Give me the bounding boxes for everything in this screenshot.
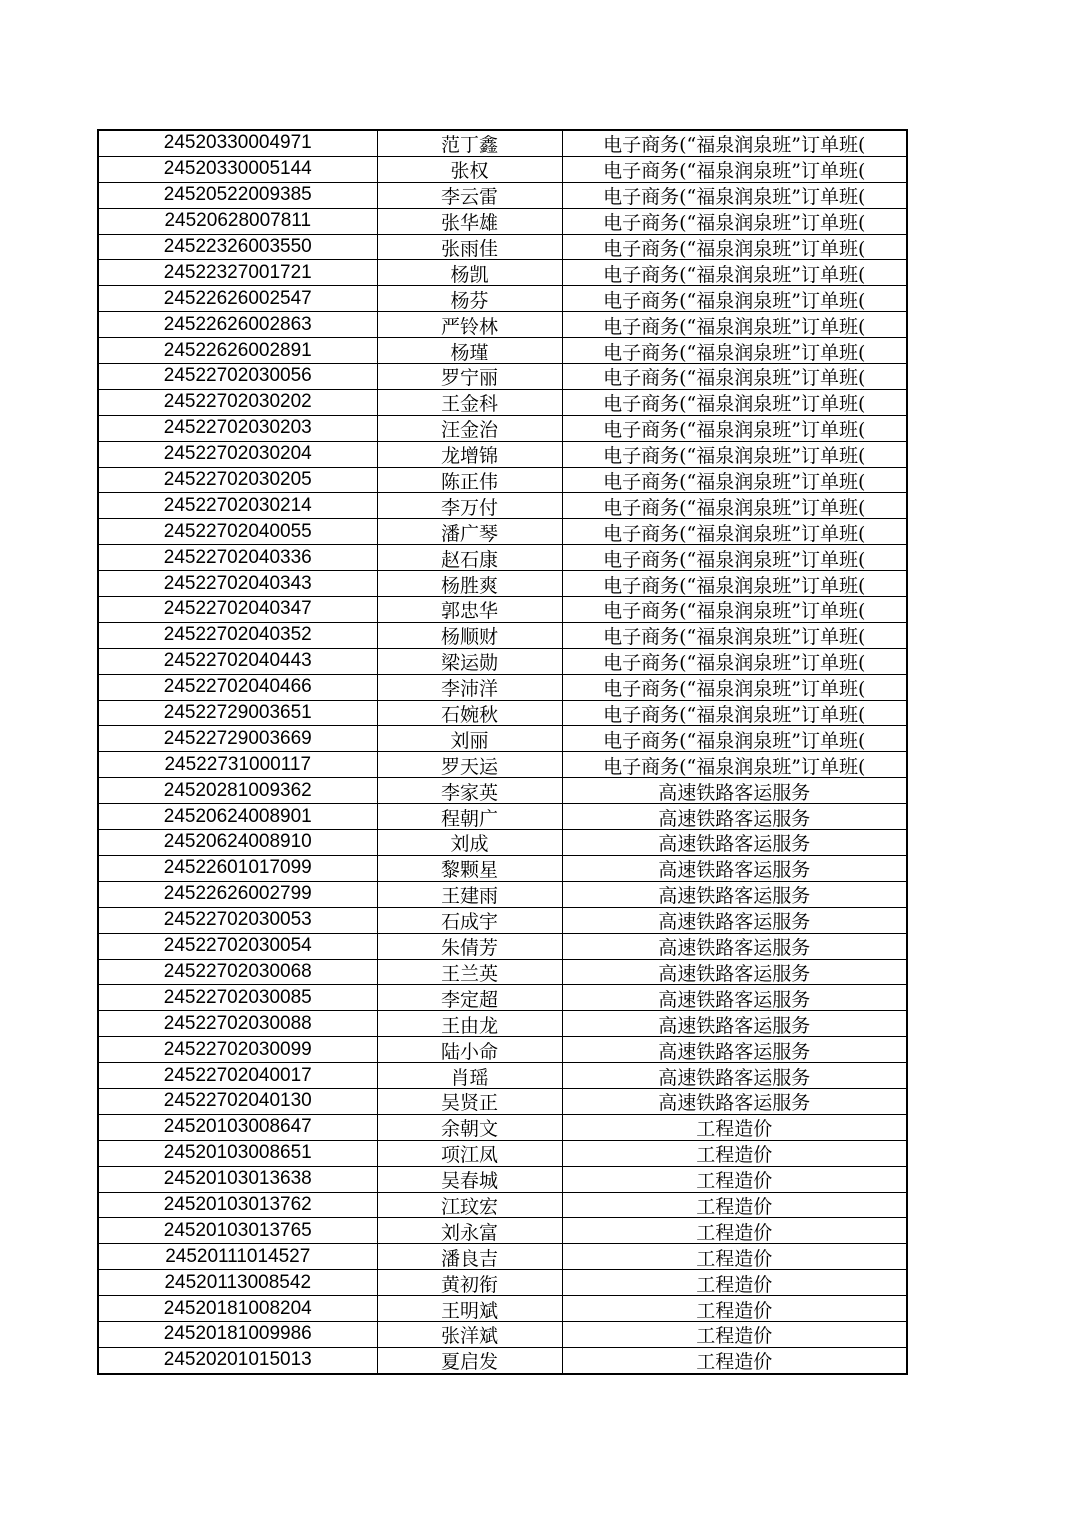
table-row: [98, 726, 907, 752]
major-cell: [562, 855, 907, 881]
registration-number-cell: 24520103008651: [98, 1140, 377, 1166]
major-cell: [562, 493, 907, 519]
table-row: [98, 130, 907, 156]
student-name-cell: [377, 156, 562, 182]
registration-number-cell: 24520103013762: [98, 1192, 377, 1218]
student-name-text: 赵石康: [440, 548, 498, 571]
table-row: [98, 441, 907, 467]
student-name-text: 李沛洋: [440, 678, 498, 701]
student-name-text: 程朝广: [440, 807, 498, 830]
registration-number-cell: 24520113008542: [98, 1270, 377, 1296]
major-cell: [562, 130, 907, 156]
major-text: 工程造价: [696, 1325, 773, 1348]
table-row: [98, 674, 907, 700]
registration-number-cell: 24520624008910: [98, 830, 377, 856]
major-text: 电子商务(“福泉润泉班”订单班(: [603, 574, 866, 597]
student-name-text: 王明斌: [440, 1299, 498, 1322]
major-cell: [562, 260, 907, 286]
student-name-text: 张雨佳: [440, 238, 498, 260]
table-row: [98, 338, 907, 364]
table-row: [98, 648, 907, 674]
major-text: 高速铁路客运服务: [658, 1040, 811, 1063]
major-text: 高速铁路客运服务: [658, 1066, 811, 1089]
major-cell: [562, 726, 907, 752]
table-row: [98, 700, 907, 726]
student-name-cell: [377, 519, 562, 545]
student-name-text: 石婉秋: [440, 704, 498, 726]
major-text: 高速铁路客运服务: [658, 1014, 811, 1037]
student-name-text: 梁运勋: [440, 652, 498, 675]
registration-number-cell: 24522702030068: [98, 959, 377, 985]
table-row: [98, 804, 907, 830]
major-text: 工程造价: [696, 1118, 773, 1141]
student-name-text: 罗宁丽: [440, 367, 498, 390]
registration-number-cell: 24522326003550: [98, 234, 377, 260]
table-row: [98, 519, 907, 545]
student-name-cell: [377, 389, 562, 415]
major-cell: [562, 441, 907, 467]
table-row: [98, 571, 907, 597]
major-cell: [562, 830, 907, 856]
major-text: 工程造价: [696, 1299, 773, 1322]
registration-number-cell: 24520330005144: [98, 156, 377, 182]
major-cell: [562, 933, 907, 959]
student-name-text: 石成宇: [440, 911, 498, 934]
registration-number-cell: 24522729003651: [98, 700, 377, 726]
registration-number-cell: 24522626002547: [98, 286, 377, 312]
major-cell: [562, 312, 907, 338]
registration-number-cell: 24520624008901: [98, 804, 377, 830]
major-cell: [562, 389, 907, 415]
major-cell: [562, 752, 907, 778]
student-name-text: 罗天运: [440, 755, 498, 778]
major-cell: [562, 1140, 907, 1166]
student-name-cell: [377, 1270, 562, 1296]
major-cell: [562, 519, 907, 545]
student-name-text: 王兰英: [440, 962, 498, 985]
student-name-cell: [377, 338, 562, 364]
student-name-text: 张洋斌: [440, 1325, 498, 1348]
major-cell: [562, 700, 907, 726]
student-name-text: 李万付: [440, 496, 498, 519]
student-name-text: 李云雷: [440, 186, 498, 209]
major-text: 工程造价: [696, 1247, 773, 1270]
major-cell: [562, 881, 907, 907]
table-row: [98, 1140, 907, 1166]
registration-number-cell: 24522702040343: [98, 571, 377, 597]
major-text: 高速铁路客运服务: [658, 859, 811, 882]
table-row: [98, 493, 907, 519]
student-name-cell: [377, 881, 562, 907]
student-name-cell: [377, 467, 562, 493]
table-row: [98, 907, 907, 933]
table-row: [98, 545, 907, 571]
registration-number-cell: 24520522009385: [98, 182, 377, 208]
table-row: [98, 985, 907, 1011]
student-name-cell: [377, 778, 562, 804]
student-name-text: 夏启发: [440, 1351, 498, 1374]
student-name-text: 潘广琴: [440, 522, 498, 545]
student-name-cell: [377, 855, 562, 881]
student-name-cell: [377, 415, 562, 441]
registration-number-cell: 24522702040336: [98, 545, 377, 571]
student-name-cell: [377, 234, 562, 260]
student-name-cell: [377, 545, 562, 571]
student-name-cell: [377, 959, 562, 985]
table-row: [98, 312, 907, 338]
student-name-cell: [377, 441, 562, 467]
major-cell: [562, 571, 907, 597]
table-row: [98, 830, 907, 856]
major-text: 电子商务(“福泉润泉班”订单班(: [603, 419, 866, 442]
student-name-text: 杨胜爽: [440, 574, 498, 597]
student-name-cell: [377, 1321, 562, 1347]
registration-number-cell: 24522702030203: [98, 415, 377, 441]
major-text: 电子商务(“福泉润泉班”订单班(: [603, 315, 866, 338]
major-text: 电子商务(“福泉润泉班”订单班(: [603, 238, 866, 260]
student-name-cell: [377, 260, 562, 286]
student-name-text: 吴春城: [440, 1170, 498, 1193]
major-text: 电子商务(“福泉润泉班”订单班(: [603, 212, 866, 235]
student-name-cell: [377, 1140, 562, 1166]
student-name-text: 王金科: [440, 393, 498, 416]
student-name-text: 刘成: [450, 833, 489, 856]
major-cell: [562, 1270, 907, 1296]
registration-number-cell: 24522702030214: [98, 493, 377, 519]
registration-number-cell: 24520103008647: [98, 1114, 377, 1140]
table-row: [98, 622, 907, 648]
registration-number-cell: 24522702030054: [98, 933, 377, 959]
table-row: [98, 959, 907, 985]
student-name-cell: [377, 1114, 562, 1140]
registration-number-cell: 24520281009362: [98, 778, 377, 804]
major-text: 电子商务(“福泉润泉班”订单班(: [603, 548, 866, 571]
major-cell: [562, 156, 907, 182]
major-cell: [562, 597, 907, 623]
registration-number-cell: 24522729003669: [98, 726, 377, 752]
student-name-text: 王建雨: [440, 885, 498, 908]
major-cell: [562, 1296, 907, 1322]
major-text: 工程造价: [696, 1170, 773, 1193]
student-name-cell: [377, 1166, 562, 1192]
table-row: [98, 1192, 907, 1218]
registration-number-cell: 24522626002863: [98, 312, 377, 338]
student-name-text: 杨凯: [450, 263, 489, 286]
student-name-text: 杨瑾: [450, 341, 489, 364]
student-name-cell: [377, 312, 562, 338]
table-row: [98, 1011, 907, 1037]
student-name-text: 朱倩芳: [440, 937, 498, 959]
major-text: 电子商务(“福泉润泉班”订单班(: [603, 678, 866, 701]
major-cell: [562, 1244, 907, 1270]
student-name-cell: [377, 1011, 562, 1037]
student-name-cell: [377, 1088, 562, 1114]
major-text: 电子商务(“福泉润泉班”订单班(: [603, 704, 866, 726]
student-name-cell: [377, 286, 562, 312]
student-name-text: 肖瑶: [450, 1066, 489, 1089]
table-row: [98, 1063, 907, 1089]
registration-number-cell: 24522702030099: [98, 1037, 377, 1063]
major-text: 电子商务(“福泉润泉班”订单班(: [603, 289, 866, 312]
registration-number-cell: 24522731000117: [98, 752, 377, 778]
major-text: 高速铁路客运服务: [658, 911, 811, 934]
student-name-text: 刘永富: [440, 1221, 498, 1244]
major-cell: [562, 208, 907, 234]
registration-number-cell: 24522626002891: [98, 338, 377, 364]
student-name-cell: [377, 907, 562, 933]
student-name-cell: [377, 752, 562, 778]
major-text: 电子商务(“福泉润泉班”订单班(: [603, 729, 866, 752]
student-name-cell: [377, 985, 562, 1011]
student-name-cell: [377, 622, 562, 648]
student-name-text: 项江凤: [440, 1144, 498, 1167]
student-name-cell: [377, 364, 562, 390]
student-name-cell: [377, 674, 562, 700]
major-cell: [562, 1114, 907, 1140]
major-text: 电子商务(“福泉润泉班”订单班(: [603, 626, 866, 649]
major-cell: [562, 1321, 907, 1347]
table-row: [98, 1166, 907, 1192]
major-cell: [562, 1088, 907, 1114]
registration-number-cell: 24520103013765: [98, 1218, 377, 1244]
registration-number-cell: 24522702030056: [98, 364, 377, 390]
student-name-cell: [377, 726, 562, 752]
student-name-cell: [377, 700, 562, 726]
major-text: 电子商务(“福泉润泉班”订单班(: [603, 755, 866, 778]
registration-number-cell: 24520181008204: [98, 1296, 377, 1322]
student-name-cell: [377, 571, 562, 597]
table-row: [98, 234, 907, 260]
major-text: 高速铁路客运服务: [658, 962, 811, 985]
table-row: [98, 752, 907, 778]
student-name-text: 陈正伟: [440, 471, 498, 493]
major-text: 工程造价: [696, 1195, 773, 1218]
major-text: 电子商务(“福泉润泉班”订单班(: [603, 445, 866, 468]
table-row: [98, 156, 907, 182]
major-text: 高速铁路客运服务: [658, 833, 811, 856]
major-cell: [562, 1218, 907, 1244]
registration-number-cell: 24522702040017: [98, 1063, 377, 1089]
major-cell: [562, 338, 907, 364]
registration-number-cell: 24522702040130: [98, 1088, 377, 1114]
table-row: [98, 597, 907, 623]
major-text: 电子商务(“福泉润泉班”订单班(: [603, 160, 866, 183]
registration-number-cell: 24522702030205: [98, 467, 377, 493]
table-row: [98, 389, 907, 415]
major-text: 电子商务(“福泉润泉班”订单班(: [603, 367, 866, 390]
major-cell: [562, 778, 907, 804]
registration-number-cell: 24522702040443: [98, 648, 377, 674]
student-name-cell: [377, 208, 562, 234]
major-text: 电子商务(“福泉润泉班”订单班(: [603, 522, 866, 545]
major-text: 电子商务(“福泉润泉班”订单班(: [603, 600, 866, 623]
registration-number-cell: 24522702030088: [98, 1011, 377, 1037]
table-row: [98, 1037, 907, 1063]
table-row: [98, 286, 907, 312]
major-cell: [562, 1011, 907, 1037]
major-cell: [562, 907, 907, 933]
major-text: 工程造价: [696, 1144, 773, 1167]
registration-number-cell: 24522601017099: [98, 855, 377, 881]
table-row: [98, 778, 907, 804]
student-name-text: 范丁鑫: [440, 134, 498, 157]
major-text: 工程造价: [696, 1221, 773, 1244]
student-name-text: 杨芬: [450, 289, 489, 312]
major-text: 电子商务(“福泉润泉班”订单班(: [603, 134, 866, 157]
student-name-text: 杨顺财: [440, 626, 498, 649]
major-cell: [562, 234, 907, 260]
major-cell: [562, 1192, 907, 1218]
student-name-text: 吴贤正: [440, 1092, 498, 1115]
student-name-cell: [377, 597, 562, 623]
student-name-text: 江玟宏: [440, 1195, 498, 1218]
major-cell: [562, 648, 907, 674]
table-row: [98, 208, 907, 234]
student-name-text: 潘良吉: [440, 1247, 498, 1270]
major-text: 电子商务(“福泉润泉班”订单班(: [603, 471, 866, 493]
table-row: [98, 182, 907, 208]
student-name-cell: [377, 1244, 562, 1270]
table-row: [98, 415, 907, 441]
student-name-text: 陆小命: [440, 1040, 498, 1063]
major-cell: [562, 415, 907, 441]
student-name-cell: [377, 182, 562, 208]
registration-number-cell: 24522702030053: [98, 907, 377, 933]
student-name-text: 李定超: [440, 988, 498, 1011]
major-cell: [562, 1347, 907, 1373]
student-name-cell: [377, 1192, 562, 1218]
table-row: [98, 1244, 907, 1270]
major-text: 高速铁路客运服务: [658, 1092, 811, 1115]
major-cell: [562, 1063, 907, 1089]
major-cell: [562, 985, 907, 1011]
major-text: 电子商务(“福泉润泉班”订单班(: [603, 341, 866, 364]
major-cell: [562, 364, 907, 390]
registration-number-cell: 24522702030202: [98, 389, 377, 415]
student-name-text: 严铃林: [440, 315, 498, 338]
registration-number-cell: 24522702040352: [98, 622, 377, 648]
registration-number-cell: 24522702030085: [98, 985, 377, 1011]
table-row: [98, 933, 907, 959]
major-text: 电子商务(“福泉润泉班”订单班(: [603, 263, 866, 286]
student-name-cell: [377, 933, 562, 959]
major-text: 电子商务(“福泉润泉班”订单班(: [603, 652, 866, 675]
registration-number-cell: 24520628007811: [98, 208, 377, 234]
major-text: 电子商务(“福泉润泉班”订单班(: [603, 496, 866, 519]
student-name-text: 王由龙: [440, 1014, 498, 1037]
student-name-text: 李家英: [440, 781, 498, 804]
registration-number-cell: 24522702040055: [98, 519, 377, 545]
major-text: 高速铁路客运服务: [658, 937, 811, 959]
student-name-text: 张权: [450, 160, 489, 183]
major-cell: [562, 1037, 907, 1063]
registration-number-cell: 24522626002799: [98, 881, 377, 907]
major-text: 工程造价: [696, 1351, 773, 1374]
major-text: 高速铁路客运服务: [658, 781, 811, 804]
table-row: [98, 855, 907, 881]
registration-number-cell: 24520330004971: [98, 130, 377, 156]
student-name-cell: [377, 1296, 562, 1322]
major-text: 高速铁路客运服务: [658, 988, 811, 1011]
major-cell: [562, 804, 907, 830]
major-cell: [562, 182, 907, 208]
student-name-cell: [377, 1037, 562, 1063]
student-name-text: 郭忠华: [440, 600, 498, 623]
student-name-text: 龙增锦: [440, 445, 498, 468]
major-cell: [562, 622, 907, 648]
roster-body: [98, 130, 907, 1374]
student-name-cell: [377, 1218, 562, 1244]
registration-number-cell: 24520103013638: [98, 1166, 377, 1192]
student-name-cell: [377, 830, 562, 856]
major-cell: [562, 286, 907, 312]
table-row: [98, 260, 907, 286]
table-row: [98, 1088, 907, 1114]
student-name-cell: [377, 1063, 562, 1089]
student-name-text: 张华雄: [440, 212, 498, 235]
major-cell: [562, 1166, 907, 1192]
registration-number-cell: 24522702030204: [98, 441, 377, 467]
table-row: [98, 467, 907, 493]
registration-number-cell: 24520111014527: [98, 1244, 377, 1270]
registration-number-cell: 24520201015013: [98, 1347, 377, 1373]
student-name-cell: [377, 648, 562, 674]
table-row: [98, 1347, 907, 1373]
student-roster-table: [97, 129, 908, 1375]
table-row: [98, 1296, 907, 1322]
major-text: 电子商务(“福泉润泉班”订单班(: [603, 393, 866, 416]
student-name-text: 刘丽: [450, 729, 489, 752]
major-cell: [562, 674, 907, 700]
table-row: [98, 1270, 907, 1296]
student-name-cell: [377, 493, 562, 519]
major-text: 电子商务(“福泉润泉班”订单班(: [603, 186, 866, 209]
major-text: 高速铁路客运服务: [658, 807, 811, 830]
major-text: 高速铁路客运服务: [658, 885, 811, 908]
student-name-text: 黄初衔: [440, 1273, 498, 1296]
major-cell: [562, 959, 907, 985]
table-row: [98, 1218, 907, 1244]
student-name-text: 汪金治: [440, 419, 498, 442]
student-name-cell: [377, 130, 562, 156]
student-name-text: 黎颗星: [440, 859, 498, 882]
major-text: 工程造价: [696, 1273, 773, 1296]
student-name-cell: [377, 804, 562, 830]
table-row: [98, 1114, 907, 1140]
table-row: [98, 364, 907, 390]
registration-number-cell: 24520181009986: [98, 1321, 377, 1347]
table-row: [98, 1321, 907, 1347]
table-row: [98, 881, 907, 907]
major-cell: [562, 545, 907, 571]
student-name-text: 余朝文: [440, 1118, 498, 1141]
registration-number-cell: 24522327001721: [98, 260, 377, 286]
registration-number-cell: 24522702040466: [98, 674, 377, 700]
major-cell: [562, 467, 907, 493]
student-name-cell: [377, 1347, 562, 1373]
registration-number-cell: 24522702040347: [98, 597, 377, 623]
